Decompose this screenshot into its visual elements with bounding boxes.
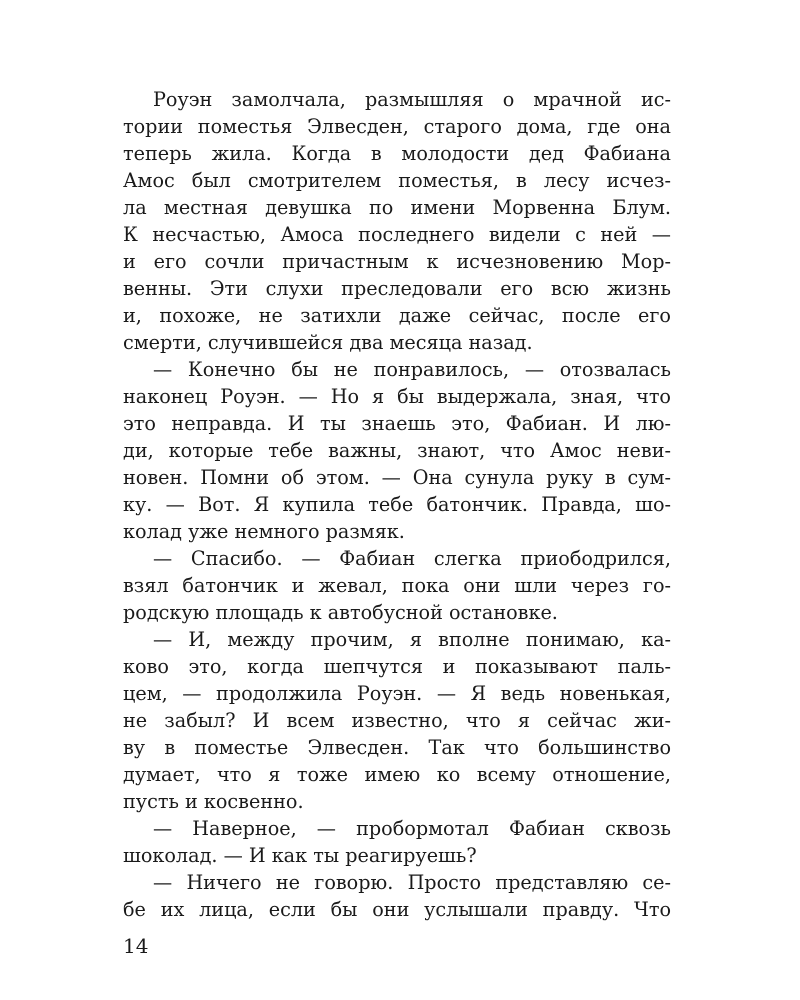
body-text bbox=[123, 86, 671, 923]
text-line: думает, что я тоже имею ко всему отношение, bbox=[123, 763, 671, 786]
text-line: и его сочли причастным к исчезновению Мор- bbox=[123, 250, 671, 273]
text-line: это неправда. И ты знаешь это, Фабиан. И лю- bbox=[123, 412, 671, 435]
text-line: шоколад. — И как ты реагируешь? bbox=[123, 844, 477, 867]
text-line: — Наверное, — пробормотал Фабиан сквозь bbox=[153, 817, 671, 840]
text-line: наконец Роуэн. — Но я бы выдержала, зная, что bbox=[123, 385, 671, 408]
text-line: тории поместья Элвесден, старого дома, где она bbox=[123, 115, 671, 138]
text-line: и, похоже, не затихли даже сейчас, после его bbox=[123, 304, 671, 327]
text-line: ву в поместье Элвесден. Так что большинство bbox=[123, 736, 671, 759]
text-line: К несчастью, Амоса последнего видели с ней — bbox=[123, 223, 671, 246]
page-number: 14 bbox=[123, 934, 149, 958]
text-line: ла местная девушка по имени Морвенна Блум. bbox=[123, 196, 671, 219]
text-line: взял батончик и жевал, пока они шли через го- bbox=[123, 574, 671, 597]
text-line: ково это, когда шепчутся и показывают паль- bbox=[123, 655, 671, 678]
text-line: теперь жила. Когда в молодости дед Фабиана bbox=[123, 142, 671, 165]
text-line: венны. Эти слухи преследовали его всю жизнь bbox=[123, 277, 671, 300]
text-line: новен. Помни об этом. — Она сунула руку в сум- bbox=[123, 466, 671, 489]
text-line: смерти, случившейся два месяца назад. bbox=[123, 331, 533, 354]
text-line: ди, которые тебе важны, знают, что Амос неви- bbox=[123, 439, 671, 462]
text-line: — Конечно бы не понравилось, — отозвалась bbox=[153, 358, 671, 381]
text-line: Амос был смотрителем поместья, в лесу исчез- bbox=[123, 169, 671, 192]
text-line: колад уже немного размяк. bbox=[123, 520, 405, 543]
text-line: родскую площадь к автобусной остановке. bbox=[123, 601, 558, 624]
text-line: — Спасибо. — Фабиан слегка приободрился, bbox=[153, 547, 671, 570]
text-line: цем, — продолжила Роуэн. — Я ведь новенькая, bbox=[123, 682, 671, 705]
text-line: не забыл? И всем известно, что я сейчас жи- bbox=[123, 709, 671, 732]
text-line: ку. — Вот. Я купила тебе батончик. Правда, шо- bbox=[123, 493, 671, 516]
text-line: пусть и косвенно. bbox=[123, 790, 304, 813]
text-line: — Ничего не говорю. Просто представляю се- bbox=[153, 871, 671, 894]
text-line: — И, между прочим, я вполне понимаю, ка- bbox=[153, 628, 671, 651]
text-line: Роуэн замолчала, размышляя о мрачной ис- bbox=[153, 88, 671, 111]
text-line: бе их лица, если бы они услышали правду. Что bbox=[123, 898, 671, 921]
